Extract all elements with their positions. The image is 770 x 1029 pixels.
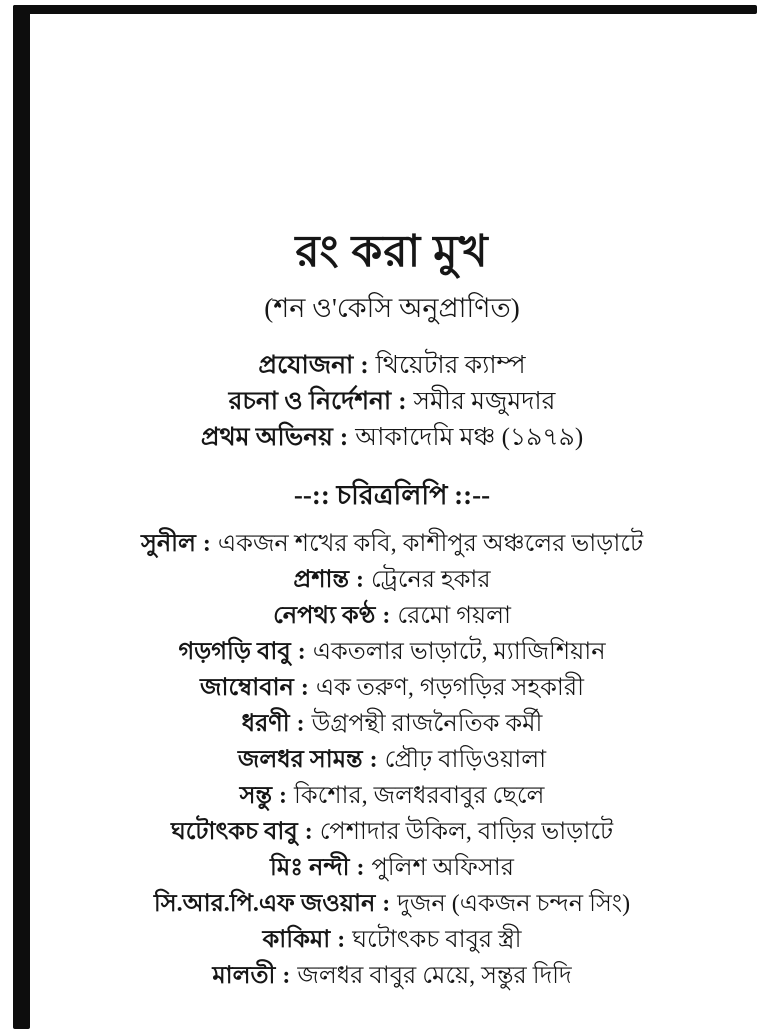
- credit-line-production: [34, 348, 750, 384]
- cast-description: কিশোর, জলধরবাবুর ছেলে: [294, 783, 545, 810]
- colon-separator: :: [296, 711, 305, 738]
- colon-separator: :: [339, 424, 349, 452]
- cast-row: [34, 850, 750, 886]
- colon-separator: :: [356, 855, 365, 882]
- colon-separator: :: [382, 891, 391, 918]
- colon-separator: :: [398, 388, 407, 416]
- cast-name: সুনীল: [140, 531, 196, 558]
- colon-separator: :: [202, 531, 211, 558]
- credit-value: থিয়েটার ক্যাম্প: [375, 352, 526, 380]
- colon-separator: :: [297, 639, 306, 666]
- colon-separator: :: [300, 675, 309, 702]
- cast-row: [34, 706, 750, 742]
- colon-separator: :: [369, 747, 378, 774]
- cast-description: পেশাদার উকিল, বাড়ির ভাড়াটে: [319, 819, 614, 846]
- scan-edge-left: [13, 5, 30, 1029]
- credits-block: [34, 348, 750, 456]
- cast-description: উগ্রপন্থী রাজনৈতিক কর্মী: [311, 711, 543, 738]
- cast-description: পুলিশ অফিসার: [371, 855, 514, 882]
- cast-description: একতলার ভাড়াটে, ম্যাজিশিয়ান: [312, 639, 606, 666]
- cast-name: ঘটোৎকচ বাবু: [170, 819, 298, 846]
- cast-name: মালতী: [212, 963, 276, 990]
- credit-label: প্রথম অভিনয়: [200, 424, 333, 452]
- colon-separator: :: [382, 603, 391, 630]
- colon-separator: :: [337, 927, 346, 954]
- cast-description: জলধর বাবুর মেয়ে, সন্তুর দিদি: [297, 963, 572, 990]
- colon-separator: :: [360, 352, 369, 380]
- cast-description: এক তরুণ, গড়গড়ির সহকারী: [315, 675, 584, 702]
- colon-separator: :: [304, 819, 313, 846]
- cast-row: [34, 958, 750, 994]
- colon-separator: :: [279, 783, 288, 810]
- credit-value: আকাদেমি মঞ্চ (১৯৭৯): [355, 424, 584, 452]
- cast-row: [34, 742, 750, 778]
- cast-name: সি.আর.পি.এফ জওয়ান: [153, 891, 376, 918]
- cast-description: একজন শখের কবি, কাশীপুর অঞ্চলের ভাড়াটে: [217, 531, 644, 558]
- credit-line-first-performance: [34, 420, 750, 456]
- credit-label: প্রযোজনা: [258, 352, 354, 380]
- cast-name: নেপথ্য কণ্ঠ: [273, 603, 376, 630]
- cast-name: জলধর সামন্ত: [237, 747, 363, 774]
- colon-separator: :: [356, 567, 365, 594]
- credit-label: রচনা ও নির্দেশনা: [228, 388, 392, 416]
- cast-row: [34, 562, 750, 598]
- cast-description: প্রৌঢ় বাড়িওয়ালা: [384, 747, 547, 774]
- cast-name: ধরণী: [241, 711, 290, 738]
- page-title: রং করা মুখ: [295, 227, 489, 276]
- cast-row: [34, 922, 750, 958]
- cast-name: গড়গড়ি বাবু: [178, 639, 291, 666]
- page-subtitle: (শন ও'কেসি অনুপ্রাণিত): [264, 293, 520, 323]
- cast-list: [34, 526, 750, 994]
- cast-name: প্রশান্ত: [293, 567, 350, 594]
- cast-row: [34, 886, 750, 922]
- page-content: [34, 0, 750, 994]
- cast-name: কাকিমা: [262, 927, 331, 954]
- cast-description: রেমো গয়লা: [397, 603, 511, 630]
- cast-description: ঘটোৎকচ বাবুর স্ত্রী: [352, 927, 522, 954]
- cast-row: [34, 778, 750, 814]
- cast-row: [34, 526, 750, 562]
- cast-row: [34, 598, 750, 634]
- cast-name: সন্তু: [239, 783, 273, 810]
- cast-name: জাম্বোবান: [200, 675, 294, 702]
- cast-name: মিঃ নন্দী: [270, 855, 350, 882]
- cast-row: [34, 670, 750, 706]
- cast-description: দুজন (একজন চন্দন সিং): [397, 891, 631, 918]
- credit-value: সমীর মজুমদার: [413, 388, 556, 416]
- cast-row: [34, 814, 750, 850]
- cast-description: ট্রেনের হকার: [371, 567, 491, 594]
- colon-separator: :: [282, 963, 291, 990]
- cast-row: [34, 634, 750, 670]
- cast-section-header: --:: চরিত্রলিপি ::--: [293, 480, 491, 511]
- credit-line-writer-director: [34, 384, 750, 420]
